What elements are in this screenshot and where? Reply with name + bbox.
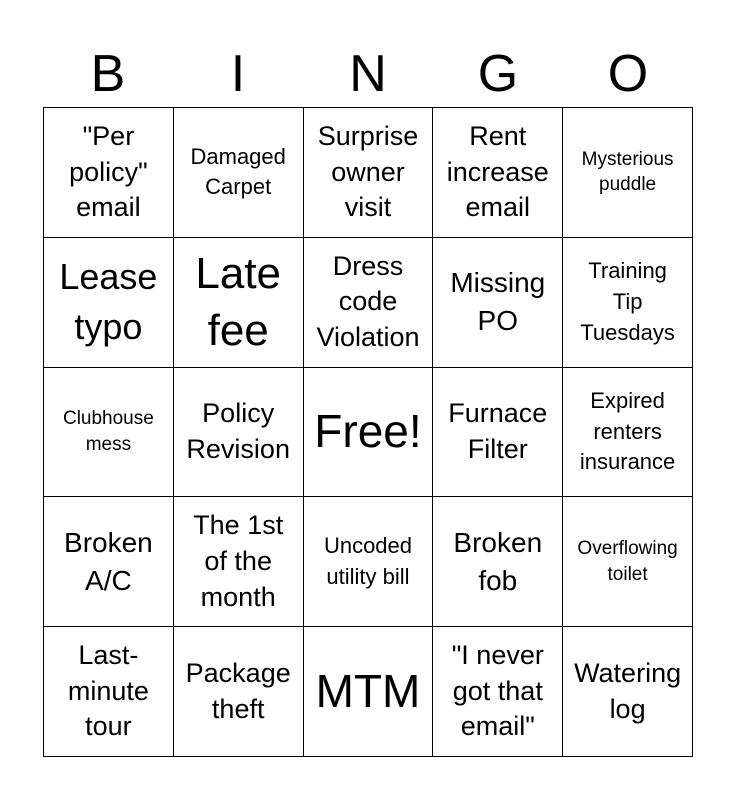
bingo-cell[interactable] — [304, 108, 434, 238]
bingo-cell[interactable] — [174, 497, 304, 627]
cell-text: Overflowing toilet — [577, 538, 678, 585]
bingo-cell[interactable] — [433, 108, 563, 238]
bingo-header — [43, 40, 693, 108]
cell-text: Broken fob — [453, 526, 543, 596]
bingo-cell[interactable] — [44, 368, 174, 498]
header-letter-n: N — [349, 45, 387, 103]
header-letter-o: O — [607, 45, 649, 103]
cell-text: Training Tip Tuesdays — [580, 258, 675, 345]
header-letter-i: I — [230, 45, 246, 103]
bingo-cell[interactable] — [44, 108, 174, 238]
cell-text: Lease typo — [59, 255, 158, 348]
bingo-cell[interactable] — [174, 368, 304, 498]
cell-text: Last- minute tour — [67, 640, 149, 742]
bingo-cell[interactable] — [44, 238, 174, 368]
cell-text: MTM — [315, 665, 421, 717]
bingo-cell[interactable] — [433, 497, 563, 627]
cell-text: "Per policy" email — [69, 120, 148, 223]
cell-text: Watering log — [574, 657, 682, 724]
cell-text: Clubhouse mess — [62, 408, 154, 455]
bingo-cell[interactable] — [174, 238, 304, 368]
cell-text: Broken A/C — [64, 526, 153, 596]
header-letter-g: G — [477, 45, 519, 103]
cell-text: "I never got that email" — [451, 640, 544, 742]
bingo-cell[interactable] — [304, 238, 434, 368]
cell-text: Dress code Violation — [316, 250, 420, 352]
bingo-cell[interactable] — [433, 627, 563, 757]
bingo-cell[interactable] — [44, 497, 174, 627]
cell-text: Surprise owner visit — [317, 120, 419, 223]
cell-text: Policy Revision — [186, 398, 290, 464]
cell-text: Package theft — [185, 657, 291, 724]
cell-text: Mysterious puddle — [581, 148, 674, 196]
bingo-cell[interactable] — [433, 238, 563, 368]
bingo-cell[interactable] — [44, 627, 174, 757]
cell-text: The 1st of the month — [193, 510, 284, 612]
cell-text: Expired renters insurance — [579, 387, 676, 475]
bingo-cell[interactable] — [563, 627, 693, 757]
bingo-cell[interactable] — [304, 627, 434, 757]
bingo-cell[interactable] — [563, 497, 693, 627]
bingo-cell[interactable] — [174, 108, 304, 238]
cell-text: Missing PO — [450, 267, 546, 337]
bingo-free-space[interactable] — [304, 368, 434, 498]
free-space-text: Free! — [314, 405, 422, 458]
bingo-cell[interactable] — [563, 238, 693, 368]
bingo-cell[interactable] — [304, 497, 434, 627]
header-letter-b: B — [90, 45, 126, 103]
cell-text: Furnace Filter — [448, 398, 548, 464]
cell-text: Rent increase email — [446, 120, 549, 223]
cell-text: Late fee — [195, 249, 282, 356]
cell-text: Uncoded utility bill — [323, 532, 413, 589]
bingo-cell[interactable] — [563, 368, 693, 498]
bingo-cell[interactable] — [174, 627, 304, 757]
bingo-grid — [43, 107, 693, 757]
cell-text: Damaged Carpet — [190, 143, 286, 200]
bingo-cell[interactable] — [563, 108, 693, 238]
bingo-cell[interactable] — [433, 368, 563, 498]
